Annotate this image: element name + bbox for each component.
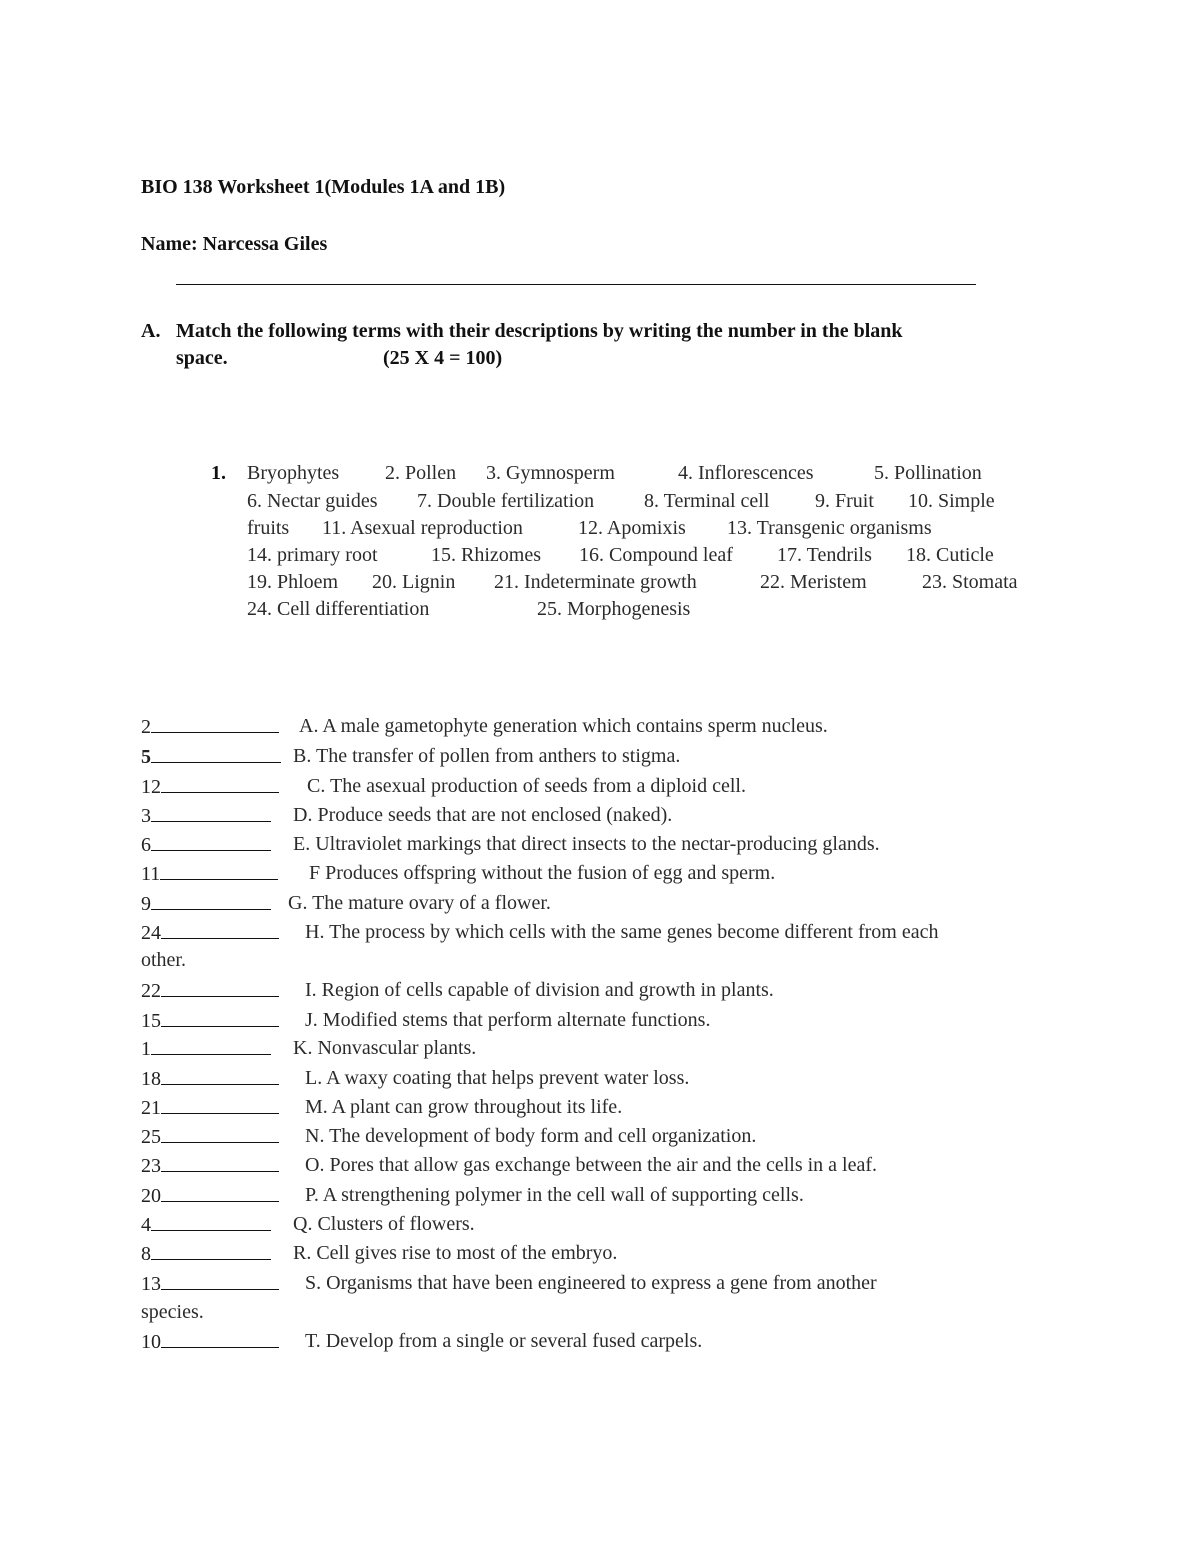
term: 20. Lignin: [372, 571, 456, 593]
answer-value: 18: [141, 1068, 161, 1090]
answer-value: 13: [141, 1273, 161, 1295]
answer-value: 22: [141, 980, 161, 1002]
answer-row-f: [141, 862, 278, 886]
answer-row-l: [141, 1067, 279, 1091]
answer-blank[interactable]: [161, 1067, 279, 1085]
answer-value: 10: [141, 1331, 161, 1353]
answer-blank[interactable]: [151, 892, 271, 910]
term: 9. Fruit: [815, 490, 874, 512]
answer-value: 15: [141, 1010, 161, 1032]
answer-row-r: [141, 1242, 271, 1266]
answer-row-b: [141, 745, 281, 769]
term: 3. Gymnosperm: [486, 462, 615, 484]
description: T. Develop from a single or several fused carpels.: [305, 1330, 703, 1352]
answer-blank[interactable]: [161, 921, 279, 939]
answer-row-o: [141, 1154, 279, 1178]
answer-blank[interactable]: [161, 1330, 279, 1348]
description: S. Organisms that have been engineered to express a gene from another: [305, 1272, 877, 1294]
answer-row-h: [141, 921, 279, 945]
answer-blank[interactable]: [161, 979, 279, 997]
term: fruits: [247, 517, 290, 539]
description: B. The transfer of pollen from anthers to stigma.: [293, 745, 681, 767]
answer-row-j: [141, 1009, 279, 1033]
answer-blank[interactable]: [161, 1096, 279, 1114]
worksheet-title: BIO 138 Worksheet 1(Modules 1A and 1B): [141, 176, 506, 198]
term: 13. Transgenic organisms: [727, 517, 932, 539]
instruction-line-1: Match the following terms with their descriptions by writing the number in the blank: [176, 320, 903, 342]
term: 12. Apomixis: [578, 517, 686, 539]
answer-value: 11: [141, 863, 161, 885]
answer-blank[interactable]: [161, 1125, 279, 1143]
answer-value: 3: [141, 805, 151, 827]
term: 15. Rhizomes: [431, 544, 541, 566]
answer-value: 1: [141, 1038, 151, 1060]
answer-value: 5: [141, 746, 151, 768]
description: G. The mature ovary of a flower.: [288, 892, 551, 914]
description: R. Cell gives rise to most of the embryo.: [293, 1242, 618, 1264]
description: M. A plant can grow throughout its life.: [305, 1096, 623, 1118]
answer-row-t: [141, 1330, 279, 1354]
description-continuation: other.: [141, 949, 186, 971]
term: 8. Terminal cell: [644, 490, 770, 512]
description: L. A waxy coating that helps prevent water loss.: [305, 1067, 690, 1089]
term: 2. Pollen: [385, 462, 457, 484]
term: 17. Tendrils: [777, 544, 872, 566]
term: 6. Nectar guides: [247, 490, 378, 512]
description: Q. Clusters of flowers.: [293, 1213, 475, 1235]
divider-line: [176, 284, 976, 285]
term: 19. Phloem: [247, 571, 339, 593]
term: 11. Asexual reproduction: [322, 517, 523, 539]
answer-blank[interactable]: [161, 775, 279, 793]
description: H. The process by which cells with the same genes become different from each: [305, 921, 939, 943]
answer-value: 9: [141, 893, 151, 915]
answer-value: 23: [141, 1155, 161, 1177]
answer-blank[interactable]: [151, 804, 271, 822]
answer-blank[interactable]: [161, 1009, 279, 1027]
term: 23. Stomata: [922, 571, 1018, 593]
answer-blank[interactable]: [151, 1213, 271, 1231]
description: O. Pores that allow gas exchange between the air and the cells in a leaf.: [305, 1154, 878, 1176]
answer-value: 4: [141, 1214, 151, 1236]
answer-row-s: [141, 1272, 279, 1296]
description: E. Ultraviolet markings that direct insects to the nectar-producing glands.: [293, 833, 880, 855]
answer-row-g: [141, 892, 271, 916]
answer-value: 6: [141, 834, 151, 856]
answer-blank[interactable]: [151, 745, 281, 763]
description: A. A male gametophyte generation which contains sperm nucleus.: [299, 715, 828, 737]
answer-row-m: [141, 1096, 279, 1120]
terms-number: 1.: [211, 462, 226, 484]
answer-value: 8: [141, 1243, 151, 1265]
term: 5. Pollination: [874, 462, 982, 484]
answer-value: 20: [141, 1185, 161, 1207]
instruction-line-2: space.: [176, 347, 228, 369]
answer-value: 12: [141, 776, 161, 798]
term: 25. Morphogenesis: [537, 598, 691, 620]
answer-blank[interactable]: [151, 715, 279, 733]
answer-row-k: [141, 1037, 271, 1061]
term: 14. primary root: [247, 544, 378, 566]
answer-blank[interactable]: [151, 833, 271, 851]
answer-row-a: [141, 715, 279, 739]
section-label: A.: [141, 320, 161, 342]
term: 24. Cell differentiation: [247, 598, 430, 620]
description: I. Region of cells capable of division and growth in plants.: [305, 979, 774, 1001]
description: D. Produce seeds that are not enclosed (naked).: [293, 804, 673, 826]
term: 10. Simple: [908, 490, 995, 512]
points-note: (25 X 4 = 100): [383, 347, 503, 369]
answer-row-d: [141, 804, 271, 828]
term: Bryophytes: [247, 462, 340, 484]
answer-value: 21: [141, 1097, 161, 1119]
term: 7. Double fertilization: [417, 490, 595, 512]
description: P. A strengthening polymer in the cell wall of supporting cells.: [305, 1184, 804, 1206]
answer-row-q: [141, 1213, 271, 1237]
term: 16. Compound leaf: [579, 544, 733, 566]
description: N. The development of body form and cell organization.: [305, 1125, 757, 1147]
answer-row-e: [141, 833, 271, 857]
answer-row-i: [141, 979, 279, 1003]
answer-blank[interactable]: [151, 1037, 271, 1055]
term: 21. Indeterminate growth: [494, 571, 697, 593]
answer-row-n: [141, 1125, 279, 1149]
term: 4. Inflorescences: [678, 462, 814, 484]
answer-blank[interactable]: [151, 1242, 271, 1260]
answer-row-c: [141, 775, 279, 799]
answer-value: 25: [141, 1126, 161, 1148]
answer-blank[interactable]: [161, 1184, 279, 1202]
answer-blank[interactable]: [160, 862, 278, 880]
answer-row-p: [141, 1184, 279, 1208]
student-name: Name: Narcessa Giles: [141, 233, 328, 255]
answer-value: 24: [141, 922, 161, 944]
description: K. Nonvascular plants.: [293, 1037, 477, 1059]
description: J. Modified stems that perform alternate functions.: [305, 1009, 711, 1031]
term: 22. Meristem: [760, 571, 867, 593]
answer-blank[interactable]: [161, 1154, 279, 1172]
description: F Produces offspring without the fusion of egg and sperm.: [309, 862, 776, 884]
description-continuation: species.: [141, 1301, 204, 1323]
term: 18. Cuticle: [906, 544, 994, 566]
answer-value: 2: [141, 716, 151, 738]
answer-blank[interactable]: [161, 1272, 279, 1290]
description: C. The asexual production of seeds from a diploid cell.: [307, 775, 746, 797]
